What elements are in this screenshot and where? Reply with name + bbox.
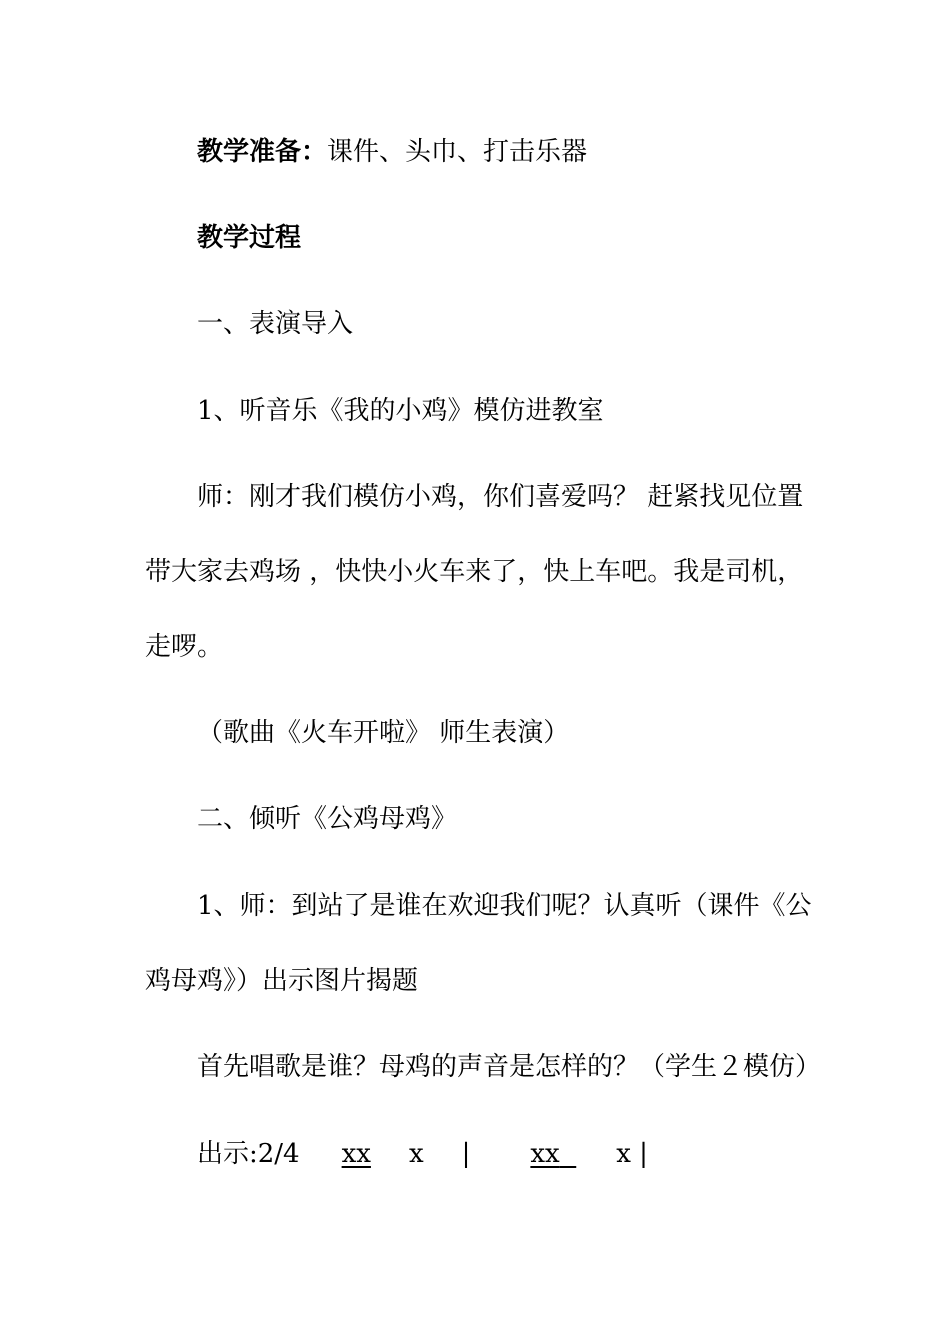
rhythm-label: 出示:2/4	[197, 1139, 300, 1169]
item2-1-line-2: 鸡母鸡》）出示图片揭题	[145, 966, 419, 996]
prep-paragraph	[197, 136, 587, 168]
rhythm-beat-2: x	[408, 1139, 424, 1169]
question-line: 首先唱歌是谁？母鸡的声音是怎样的？（学生２模仿）	[197, 1052, 822, 1082]
teacher-line-3: 走啰。	[145, 632, 224, 662]
item1-1: 1、听音乐《我的小鸡》模仿进教室	[197, 396, 604, 426]
rhythm-bar-2: |	[639, 1139, 648, 1169]
prep-text: 课件、头巾、打击乐器	[327, 137, 588, 167]
process-heading: 教学过程	[197, 223, 302, 253]
rhythm-bar-1: |	[461, 1139, 471, 1169]
teacher-line-1: 师：刚才我们模仿小鸡，你们喜爱吗？ 赶紧找见位置	[197, 482, 804, 512]
song-note: （歌曲《火车开啦》 师生表演）	[197, 718, 570, 748]
prep-label: 教学准备：	[197, 137, 328, 167]
section2-heading: 二、倾听《公鸡母鸡》	[197, 804, 458, 834]
rhythm-beat-4: x	[616, 1139, 631, 1169]
item2-1-line-1: 1、师：到站了是谁在欢迎我们呢？认真听（课件《公	[197, 891, 812, 921]
rhythm-beat-3: xx	[530, 1139, 560, 1169]
rhythm-line	[197, 1138, 648, 1170]
rhythm-beat-1: xx	[341, 1139, 371, 1169]
teacher-line-2: 带大家去鸡场 ，快快小火车来了，快上车吧。我是司机，	[145, 557, 804, 587]
section1-heading: 一、表演导入	[197, 309, 354, 339]
